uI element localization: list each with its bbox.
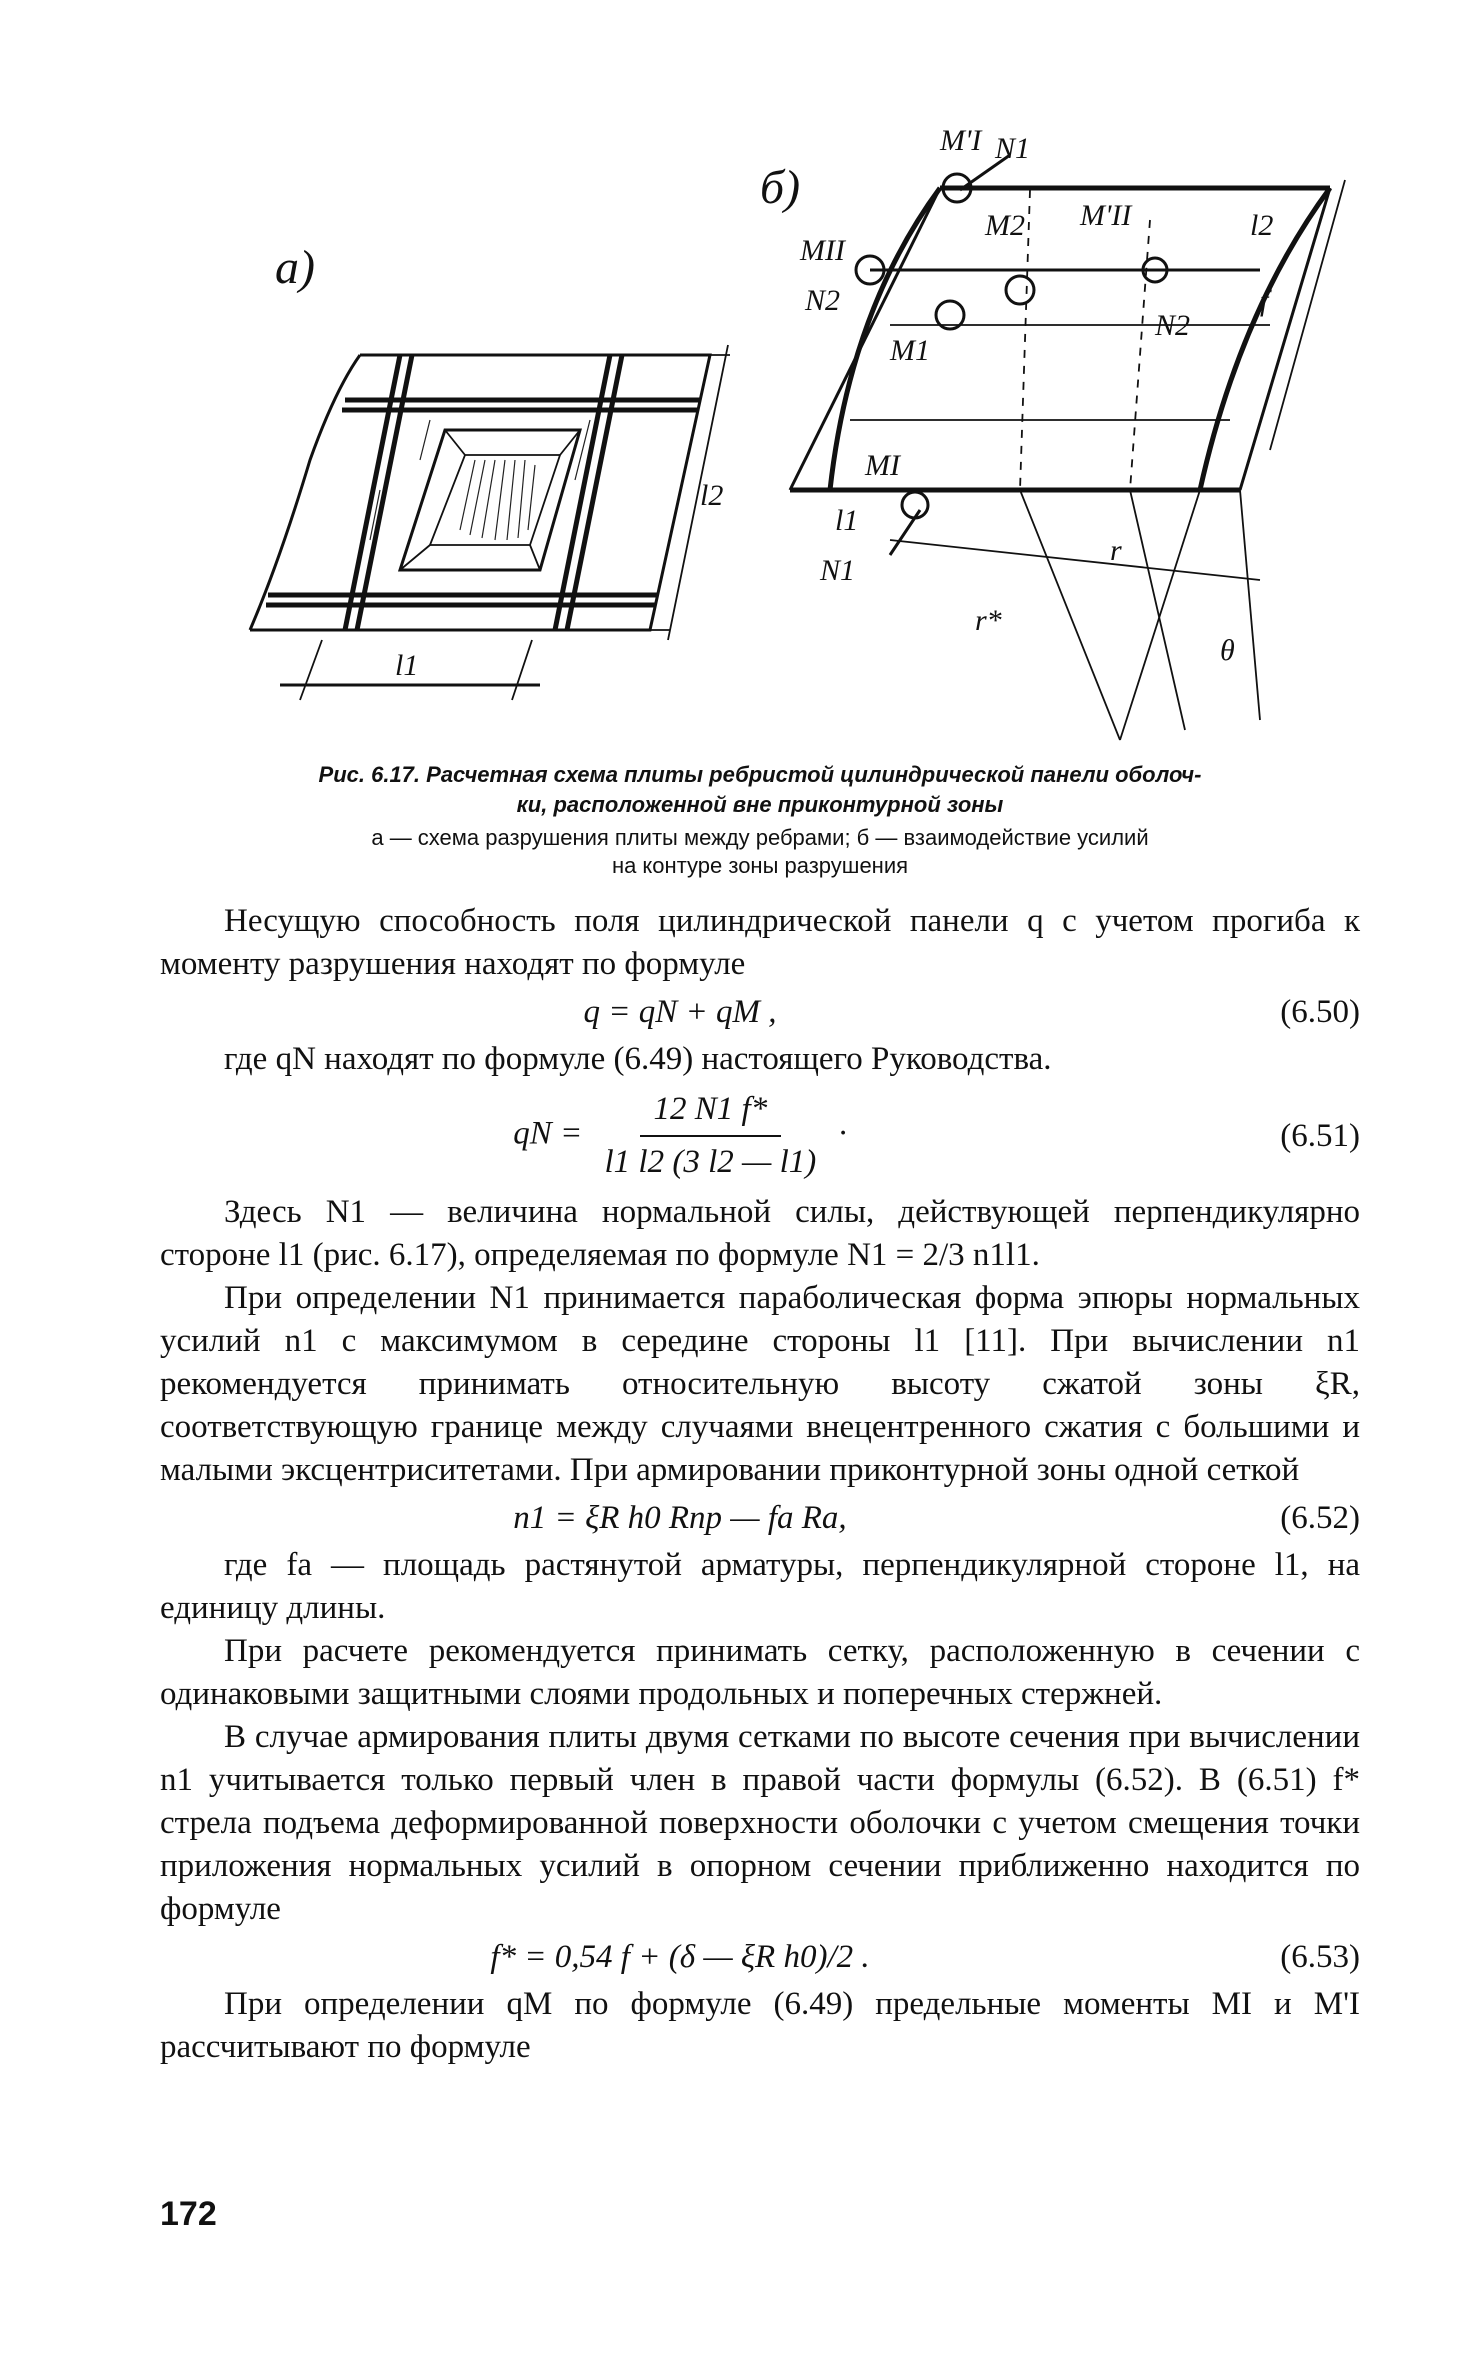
paragraph-8: При определении qM по формуле (6.49) предельные моменты MI и M'I рассчитывают по формуле [160,1986,1360,2065]
page-number: 172 [160,2195,217,2233]
caption-title-line2: ки, расположенной вне приконтурной зоны [516,792,1004,817]
formula-6-51-denominator: l1 l2 (3 l2 — l1) [604,1144,817,1180]
figure-drawing [250,124,1350,740]
paragraph-6: При расчете рекомендуется принимать сетку, расположенную в сечении с одинаковыми защитными слоями продольных и поперечных стержней. [160,1633,1360,1712]
label-theta: θ [1220,634,1235,667]
caption-sub-line2: на контуре зоны разрушения [611,853,909,878]
label-l2-b: l2 [1250,209,1274,242]
label-rstar: r* [975,604,1002,637]
formula-6-52 [160,1492,1360,1544]
formula-6-51-fraction [591,1088,831,1184]
formula-6-51 [160,1081,1360,1191]
paragraph-2: где qN находят по формуле (6.49) настоящего Руководства. [224,1041,1052,1077]
formula-6-51-lhs: qN = [513,1115,583,1152]
label-M1p-top: M'I [940,124,982,157]
formula-6-51-number: (6.51) [1280,1117,1360,1154]
label-N1-top: N1 [995,132,1031,165]
formula-6-51-dot: · [838,1115,847,1152]
label-M2p: M'II [1080,199,1132,232]
slab-scheme-a [250,345,730,700]
formula-6-53 [160,1931,1360,1983]
sublabel-a: а) [275,241,315,294]
paragraph-1: Несущую способность поля цилиндрической панели q с учетом прогиба к моменту разрушения находят по формуле [160,903,1360,982]
caption-title-line1: Рис. 6.17. Расчетная схема плиты ребристой цилиндрической панели оболоч- [318,762,1202,787]
paragraph-5: где fa — площадь растянутой арматуры, перпендикулярной стороне l1, на единицу длины. [160,1547,1360,1626]
sublabel-b: б) [760,161,801,214]
label-N1-low: N1 [820,554,856,587]
label-l1-b: l1 [835,504,859,537]
figure-6-17 [250,124,1350,740]
formula-6-50 [160,986,1360,1038]
formula-6-50-number: (6.50) [1280,993,1360,1030]
label-M1-mid: M1 [890,334,930,367]
label-l1-a: l1 [395,649,419,682]
label-f: f [1260,284,1269,317]
figure-caption [160,760,1360,880]
formula-6-50-expr: q = qN + qM , [583,993,777,1030]
formula-6-51-numerator: 12 N1 f* [640,1088,782,1137]
label-M2-left: MII [800,234,845,267]
formula-6-53-expr: f* = 0,54 f + (δ — ξR h0)/2 . [490,1938,870,1975]
paragraph-4: При определении N1 принимается параболическая форма эпюры нормальных усилий n1 с максимумом в середине стороны l1 [11]. При вычислении n1 рекомендуется принимать относительную высоту сжатой зоны ξR, соответствующую границе между случаями внецентренного сжатия с большими и малыми эксцентриситетами. При армировании приконтурной зоны одной сеткой [160,1280,1360,1488]
label-N2-left: N2 [805,284,841,317]
force-scheme-b [790,124,1345,740]
body-text [160,900,1360,2069]
formula-6-53-number: (6.53) [1280,1938,1360,1975]
label-MI-low: MI [865,449,900,482]
paragraph-7: В случае армирования плиты двумя сетками по высоте сечения при вычислении n1 учитывается только первый член в правой части формулы (6.52). В (6.51) f* стрела подъема деформированной поверхности оболочки с учетом смещения точки приложения нормальных усилий в опорном сечении приближенно находится по формуле [160,1719,1360,1927]
label-N2-right: N2 [1155,309,1191,342]
paragraph-3: Здесь N1 — величина нормальной силы, действующей перпендикулярно стороне l1 (рис. 6.17), определяемая по формуле N1 = 2/3 n1l1. [160,1194,1360,1273]
formula-6-52-expr: n1 = ξR h0 Rпр — fa Ra, [513,1499,847,1536]
label-r: r [1110,534,1122,567]
formula-6-52-number: (6.52) [1280,1499,1360,1536]
caption-sub-line1: а — схема разрушения плиты между ребрами; б — взаимодействие усилий [371,825,1149,850]
label-M2-mid: M2 [985,209,1025,242]
label-l2-a: l2 [700,479,724,512]
